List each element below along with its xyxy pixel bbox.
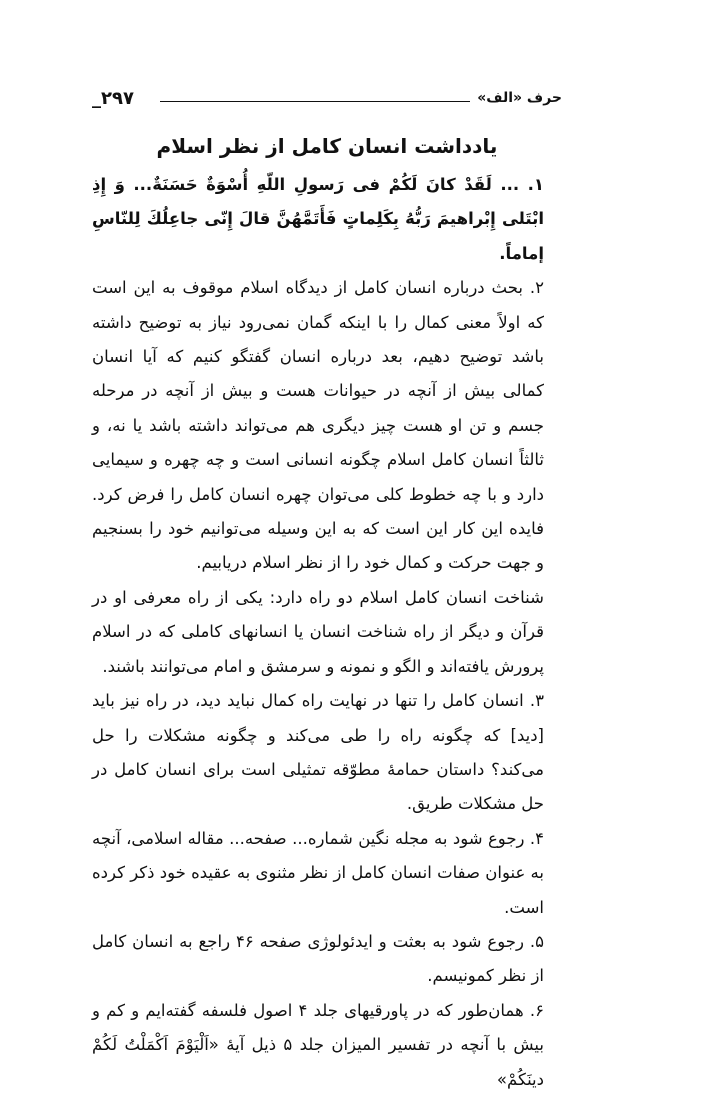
paragraph-6: ۵. رجوع شود به بعثت و ایدئولوژی صفحه ۴۶ راجع به انسان کامل از نظر کمونیسم. [92,931,544,986]
paragraph-2: ٢. بحث درباره انسان کامل از دیدگاه اسلام موقوف به این است که اولاً معنی کمال را با اینکه گمان نمی‌رود نیاز به توضیح داشته باشد توضیح دهیم، بعد درباره انسان گفتگو کنیم که آیا انسان کمالی بیش از آنچه در حیوانات هست و بیش از آنچه در مرحله جسم و تن او هست چیز دیگری هم می‌تواند داشته باشد یا نه، و ثالثاً انسان کامل اسلام چگونه انسانی است و چه چهره و سیمایی دارد و با چه خطوط کلی می‌توان چهره انسان کامل را فرض کرد. فایده این کار این است که به این وسیله می‌توانیم خود را بسنجیم و جهت حرکت و کمال خود را از نظر اسلام دریابیم. [92,278,544,573]
body-text [92,168,544,1097]
paragraph-1: ١. ... لَقَدْ كانَ لَكُمْ فی رَسولِ اللّهِ أُسْوَةٌ حَسَنَةٌ... وَ إِذِ ابْتَلى إِبْراهیمَ رَبُّهُ بِكَلِماتٍ فَأَتَمَّهُنَّ قالَ إِنّی جاعِلُكَ لِلنّاسِ إماماً. [92,175,544,263]
page-title: یادداشت انسان کامل از نظر اسلام [156,134,498,158]
page-number: _٢٩٧ [92,88,134,109]
header-section-title: حرف «الف» [477,90,562,106]
paragraph-5: ۴. رجوع شود به مجله نگین شماره... صفحه... مقاله اسلامی، آنچه به عنوان صفات انسان کامل از نظر مثنوی به عقیده خود ذکر کرده است. [92,828,544,917]
running-header [92,88,562,112]
header-rule [160,101,470,102]
paragraph-7: ۶. همان‌طور که در پاورقیهای جلد ۴ اصول فلسفه گفته‌ایم و کم و بیش با آنچه در تفسیر المیزان جلد ۵ ذیل آیهٔ «اَلْیَوْمَ اَكْمَلْتُ لَكُمْ دینَكُمْ» [92,1000,544,1089]
paragraph-4: ٣. انسان کامل را تنها در نهایت راه کمال نباید دید، در راه نیز باید [دید] که چگونه راه را طی می‌کند و چگونه مشکلات را حل می‌کند؟ داستان حمامهٔ مطوّقه تمثیلی است برای انسان کامل در حل مشکلات طریق. [92,691,544,814]
paragraph-3: شناخت انسان کامل اسلام دو راه دارد: یکی از راه معرفی او در قرآن و دیگر از راه شناخت انسان یا انسانهای کاملی که در اسلام پرورش یافته‌اند و الگو و نمونه و سرمشق و امام می‌توانند باشند. [92,587,544,676]
